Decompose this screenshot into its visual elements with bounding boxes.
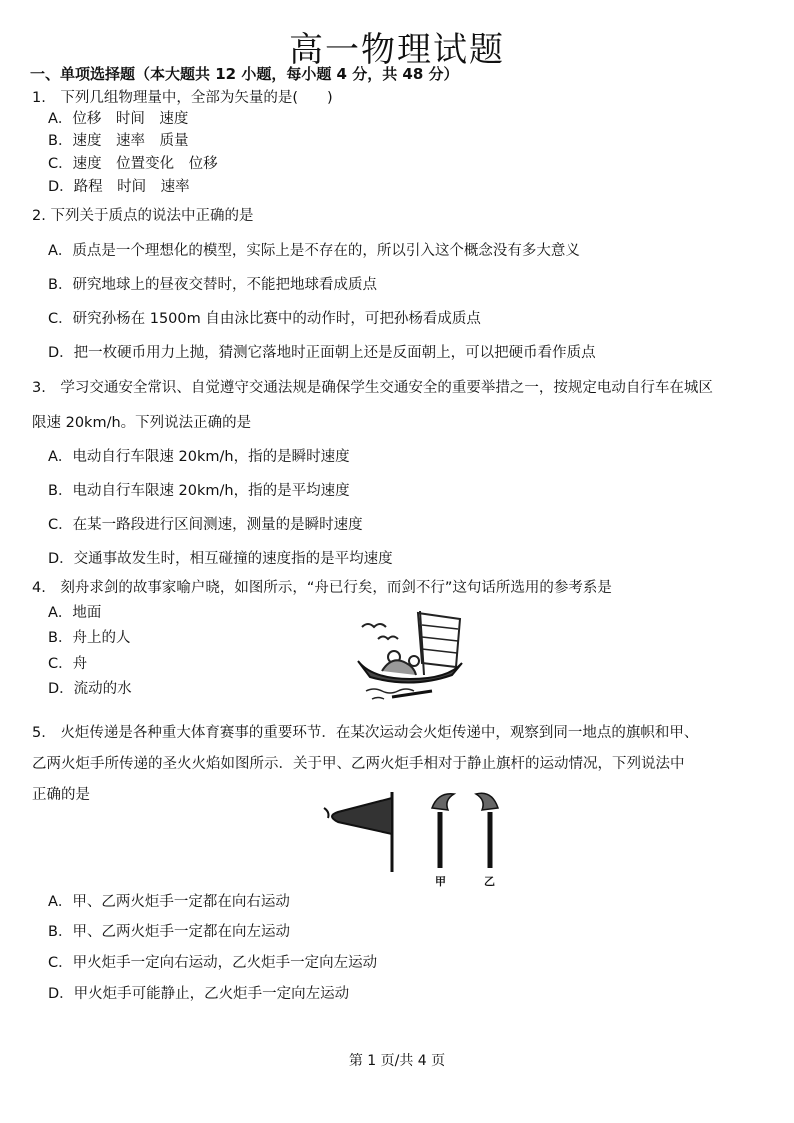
q4-stem: 4. 刻舟求剑的故事家喻户晓，如图所示，“舟已行矣，而剑不行”这句话所选用的参考系是	[32, 580, 612, 596]
q4-option-b[interactable]: B．舟上的人	[48, 630, 131, 646]
q3-option-a[interactable]: A．电动自行车限速 20km/h，指的是瞬时速度	[48, 449, 350, 465]
q1-option-b[interactable]: B．速度 速率 质量	[48, 133, 189, 149]
q1-option-a[interactable]: A．位移 时间 速度	[48, 111, 189, 127]
page-footer: 第 1 页/共 4 页	[348, 1053, 446, 1069]
q4-option-d[interactable]: D．流动的水	[48, 681, 132, 697]
q5-stem-line2: 乙两火炬手所传递的圣火火焰如图所示．关于甲、乙两火炬手相对于静止旗杆的运动情况，下列说法中	[32, 756, 685, 772]
label-jia: 甲	[435, 875, 446, 888]
q3-stem-line1: 3. 学习交通安全常识、自觉遵守交通法规是确保学生交通安全的重要举措之一，按规定电动自行车在城区	[32, 380, 713, 396]
q5-stem-line3: 正确的是	[32, 787, 90, 803]
q2-option-b[interactable]: B．研究地球上的昼夜交替时，不能把地球看成质点	[48, 277, 377, 293]
q1-option-c[interactable]: C．速度 位置变化 位移	[48, 156, 218, 172]
label-yi: 乙	[484, 875, 495, 888]
page-title: 高一物理试题	[289, 30, 505, 70]
q3-option-b[interactable]: B．电动自行车限速 20km/h，指的是平均速度	[48, 483, 350, 499]
q2-option-d[interactable]: D．把一枚硬币用力上抛，猜测它落地时正面朝上还是反面朝上，可以把硬币看作质点	[48, 345, 596, 361]
q5-option-a[interactable]: A．甲、乙两火炬手一定都在向右运动	[48, 894, 290, 910]
section-heading: 一、单项选择题（本大题共 12 小题，每小题 4 分，共 48 分）	[30, 65, 459, 83]
q2-option-c[interactable]: C．研究孙杨在 1500m 自由泳比赛中的动作时，可把孙杨看成质点	[48, 311, 481, 327]
boat-illustration	[352, 605, 468, 705]
q1-stem: 1. 下列几组物理量中，全部为矢量的是( )	[32, 90, 333, 106]
q4-option-a[interactable]: A．地面	[48, 605, 102, 621]
q5-option-c[interactable]: C．甲火炬手一定向右运动，乙火炬手一定向左运动	[48, 955, 378, 971]
q5-option-d[interactable]: D．甲火炬手可能静止，乙火炬手一定向左运动	[48, 986, 350, 1002]
q3-stem-line2: 限速 20km/h。下列说法正确的是	[32, 415, 252, 431]
q5-stem-line1: 5. 火炬传递是各种重大体育赛事的重要环节．在某次运动会火炬传递中，观察到同一地点的旗帜和甲、	[32, 725, 699, 741]
q2-stem: 2. 下列关于质点的说法中正确的是	[32, 208, 254, 224]
q2-option-a[interactable]: A．质点是一个理想化的模型，实际上是不存在的，所以引入这个概念没有多大意义	[48, 243, 580, 259]
q1-option-d[interactable]: D．路程 时间 速率	[48, 179, 190, 195]
q3-option-d[interactable]: D．交通事故发生时，相互碰撞的速度指的是平均速度	[48, 551, 393, 567]
q3-option-c[interactable]: C．在某一路段进行区间测速，测量的是瞬时速度	[48, 517, 363, 533]
q4-option-c[interactable]: C．舟	[48, 656, 88, 672]
q5-option-b[interactable]: B．甲、乙两火炬手一定都在向左运动	[48, 924, 290, 940]
